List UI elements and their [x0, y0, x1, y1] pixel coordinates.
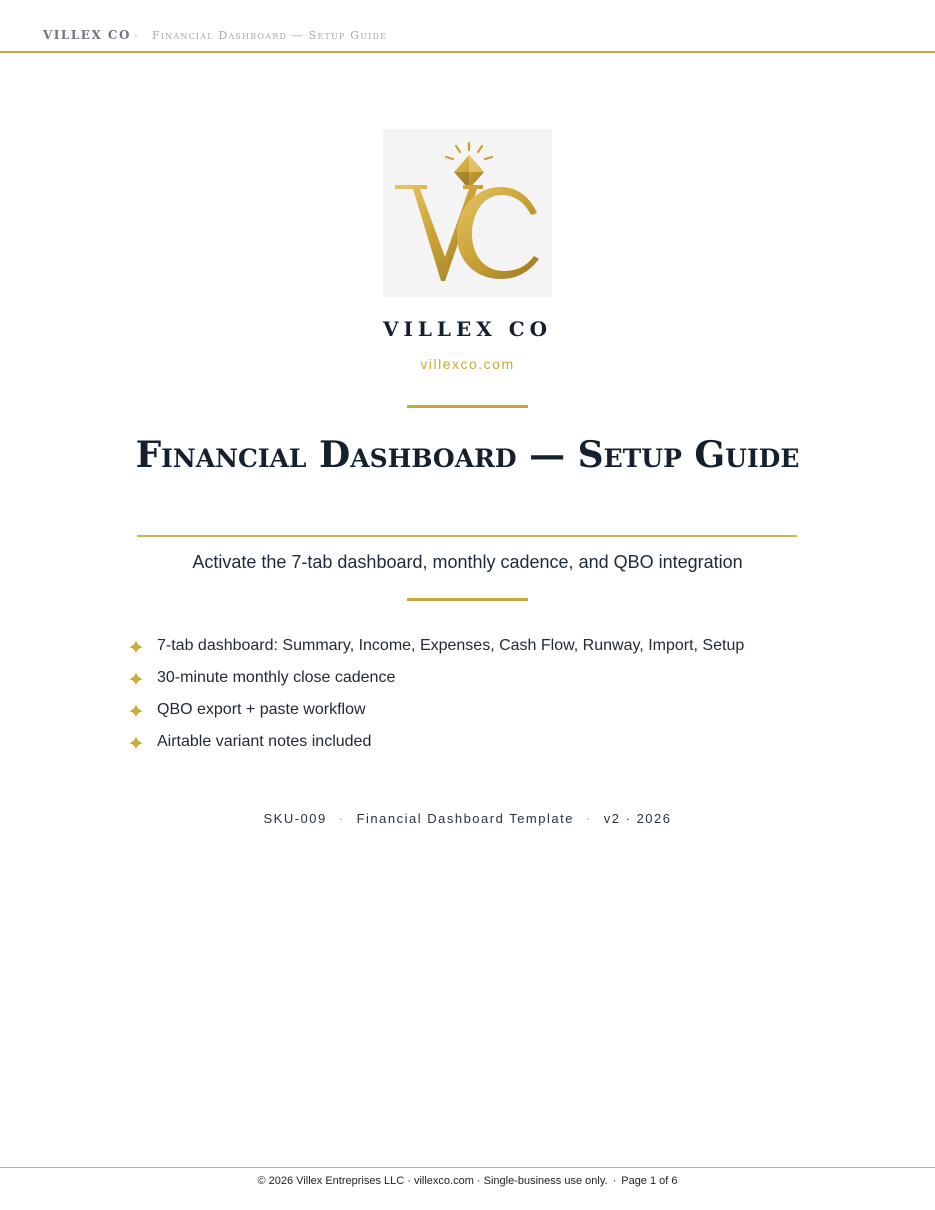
document-title: Financial Dashboard — Setup Guide	[135, 434, 800, 476]
header-separator: ·	[134, 28, 138, 42]
feature-text: 30-minute monthly close cadence	[157, 669, 396, 686]
page-footer	[0, 1175, 935, 1187]
divider-top	[407, 405, 528, 408]
header-doc-title: Financial Dashboard — Setup Guide	[152, 29, 388, 42]
page-number: Page 1 of 6	[621, 1175, 678, 1187]
sparkle-icon	[128, 671, 144, 687]
sparkle-icon	[128, 735, 144, 751]
feature-text: Airtable variant notes included	[157, 733, 372, 750]
vc-monogram-icon	[383, 129, 552, 297]
footer-separator: ·	[612, 1175, 617, 1187]
sku-code: SKU-009	[263, 811, 327, 826]
divider-bottom	[407, 598, 528, 601]
footer-rule	[0, 1167, 935, 1168]
sparkle-icon	[128, 703, 144, 719]
feature-text: 7-tab dashboard: Summary, Income, Expenses, Cash Flow, Runway, Import, Setup	[157, 637, 745, 654]
brand-url: villexco.com	[420, 356, 515, 372]
meta-separator: ·	[338, 811, 345, 826]
feature-text: QBO export + paste workflow	[157, 701, 366, 718]
footer-copyright: © 2026 Villex Entreprises LLC · villexco.com · Single-business use only.	[257, 1175, 608, 1187]
title-underline	[137, 535, 797, 537]
product-name: Financial Dashboard Template	[356, 811, 574, 826]
product-meta	[0, 811, 935, 826]
sparkle-icon	[128, 639, 144, 655]
version: v2 · 2026	[603, 811, 672, 826]
document-subtitle: Activate the 7-tab dashboard, monthly cadence, and QBO integration	[192, 552, 743, 572]
header-brand: VILLEX CO	[43, 28, 131, 42]
brand-logo	[383, 129, 552, 297]
page-header	[0, 0, 935, 53]
brand-name: VILLEX CO	[382, 317, 553, 341]
meta-separator: ·	[585, 811, 592, 826]
